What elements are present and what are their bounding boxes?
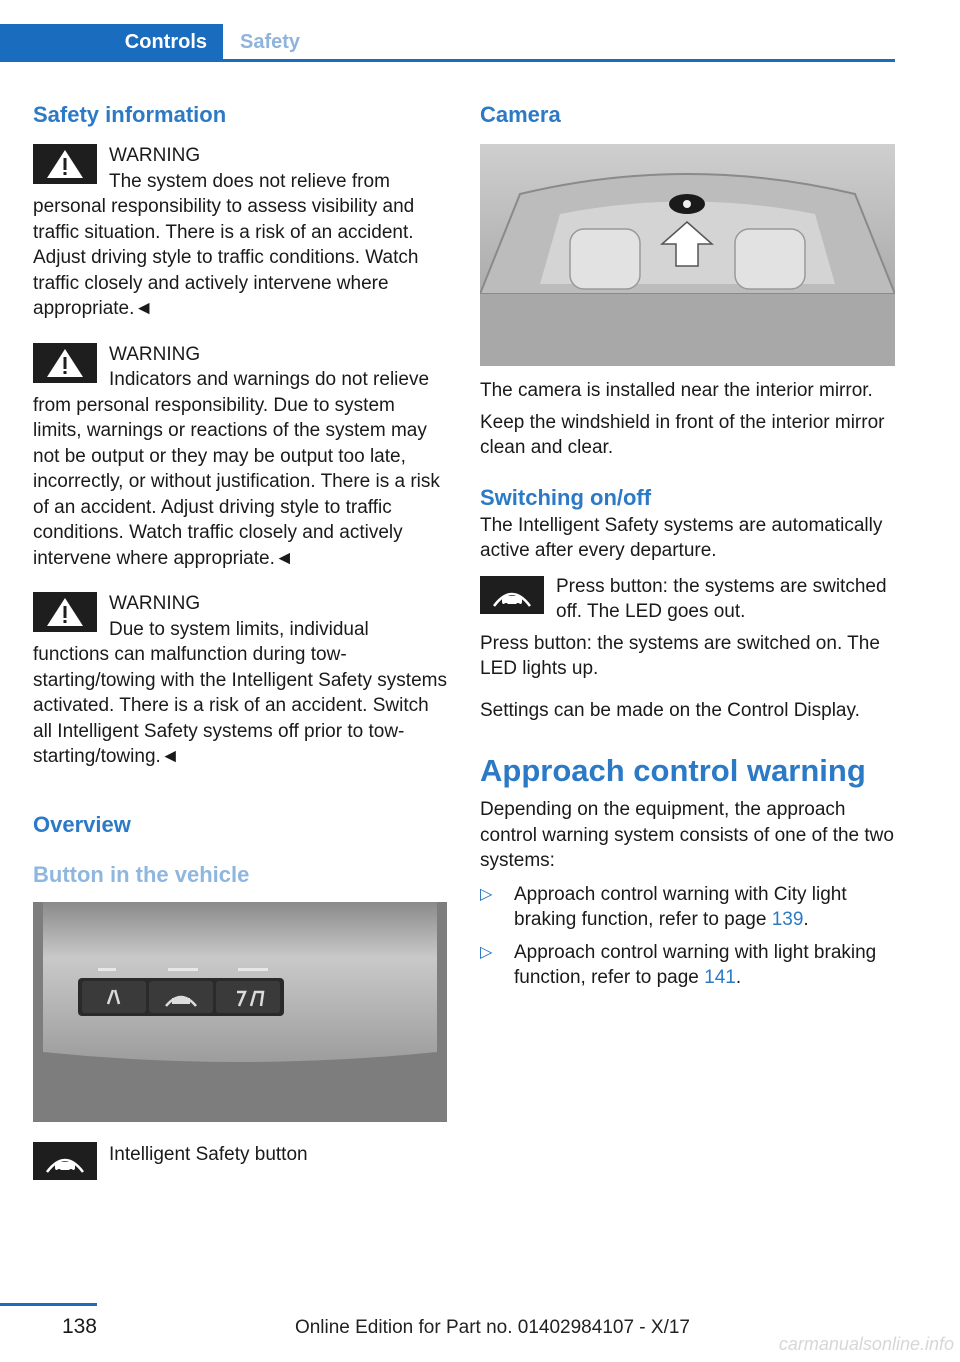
- warning-triangle-icon: [33, 343, 97, 383]
- header-tabbar: [0, 24, 895, 62]
- press-off-text: Press button: the systems are switched off. The LED goes out.: [556, 575, 887, 622]
- intelligent-safety-button-icon: [480, 576, 544, 614]
- warning-text: Due to system limits, individual functions can malfunction during tow-starting/towing with the Intelligent Safety systems activated. There is a risk of an accident. Switch all Intelligent Safety systems off prior to tow-starting/towing.◄: [33, 618, 447, 767]
- tab-controls[interactable]: Controls: [0, 24, 223, 61]
- page-link[interactable]: 139: [771, 909, 804, 930]
- edition-text: Online Edition for Part no. 01402984107 - X/17: [294, 1317, 690, 1338]
- overview-heading: Overview: [33, 811, 131, 837]
- settings-text: Settings can be made on the Control Display.: [480, 699, 860, 721]
- warning-text: The system does not relieve from personal responsibility to assess visibility and traffic situation. There is a risk of an accident. Adjust driving style to traffic conditions. Watch traffic closely and actively intervene where appropriate.◄: [33, 170, 419, 319]
- press-off-row: [480, 574, 895, 625]
- warning-title: WARNING: [109, 145, 201, 166]
- button-panel-photo: [33, 902, 447, 1122]
- camera-heading: Camera: [480, 102, 561, 127]
- footer-rule: [0, 1303, 97, 1306]
- page-number: 138: [61, 1315, 97, 1338]
- approach-control-heading: Approach control warning: [480, 753, 866, 788]
- warning-block-2: [33, 339, 447, 572]
- page-link[interactable]: 141: [704, 967, 736, 988]
- right-column: [480, 100, 895, 998]
- switching-heading: Switching on/off: [480, 484, 652, 510]
- camera-clean-text: Keep the windshield in front of the interior mirror clean and clear.: [480, 411, 885, 458]
- button-in-vehicle-heading: Button in the vehicle: [33, 861, 250, 887]
- approach-intro-text: Depending on the equipment, the approach control warning system consists of one of the two systems:: [480, 799, 894, 871]
- switching-intro-text: The Intelligent Safety systems are automatically active after every departure.: [480, 514, 883, 561]
- warning-triangle-icon: [33, 144, 97, 184]
- intelligent-safety-button-icon: [33, 1142, 97, 1180]
- header-rule: [0, 59, 895, 62]
- watermark-text: carmanualsonline.info: [778, 1334, 954, 1354]
- bullet-triangle-icon: ▷: [480, 943, 493, 961]
- warning-title: WARNING: [109, 343, 201, 365]
- camera-location-text: The camera is installed near the interior mirror.: [480, 380, 873, 401]
- bullet-triangle-icon: ▷: [480, 885, 493, 903]
- button-caption-row: [33, 1140, 447, 1168]
- camera-photo: [480, 144, 895, 366]
- list-item-text: Approach control warning with City light braking function, refer to page: [514, 883, 847, 930]
- tab-safety[interactable]: Safety: [240, 31, 301, 53]
- warning-text: Indicators and warnings do not relieve from personal responsibility. Due to system limits, warnings or reactions of the system may not be output or they may be output too late, incorrectly, or without justification. There is a risk of an accident. Adjust driving style to traffic conditions. Watch traffic closely and actively intervene where appropriate.◄: [33, 369, 440, 569]
- left-column: [33, 100, 447, 1184]
- warning-title: WARNING: [109, 593, 201, 614]
- list-item-text: Approach control warning with light braking function, refer to page: [514, 941, 877, 988]
- safety-information-heading: Safety information: [33, 102, 227, 127]
- list-item: ▷ Approach control warning with light braking function, refer to page 141.: [480, 941, 877, 988]
- press-on-text: Press button: the systems are switched on. The LED lights up.: [480, 632, 880, 679]
- warning-block-3: [33, 588, 447, 770]
- approach-options-list: [480, 882, 895, 991]
- warning-block-1: [33, 140, 447, 322]
- list-item: ▷ Approach control warning with City light braking function, refer to page 139.: [480, 883, 847, 930]
- warning-triangle-icon: [33, 592, 97, 632]
- button-caption: Intelligent Safety button: [109, 1143, 308, 1165]
